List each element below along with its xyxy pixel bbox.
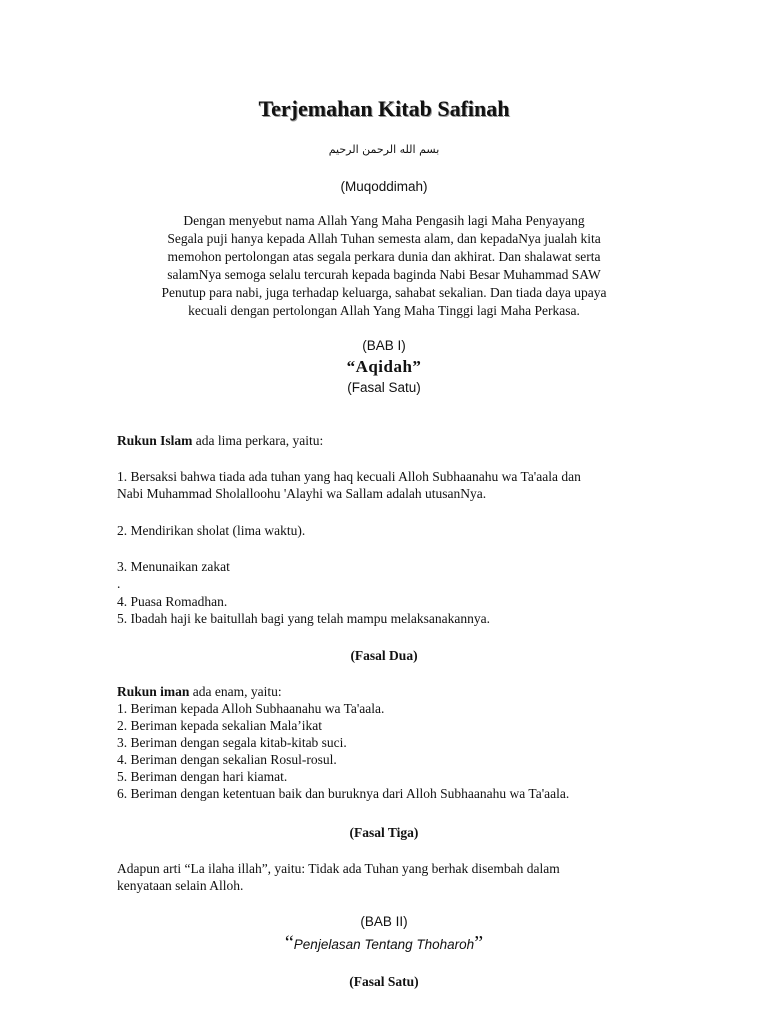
rukun-iman-term: Rukun iman [117, 684, 190, 699]
intro-line: kecuali dengan pertolongan Allah Yang Maha Tinggi lagi Maha Perkasa. [188, 303, 580, 318]
rukun-iman-rest: ada enam, yaitu: [189, 684, 282, 699]
basmalah-text: بسم الله الرحمن الرحيم [328, 143, 440, 156]
rukun-iman-section [117, 683, 677, 802]
close-quote: ” [474, 932, 484, 954]
bab-2-label: (BAB II) [360, 914, 408, 929]
bab-1-label: (BAB I) [362, 338, 406, 353]
list-item: 1. Beriman kepada Alloh Subhaanahu wa Ta'aala. [117, 701, 385, 716]
open-quote: “ [284, 932, 294, 954]
rukun-islam-item-1 [117, 468, 677, 502]
intro-line: Dengan menyebut nama Allah Yang Maha Pengasih lagi Maha Penyayang [183, 213, 585, 228]
rukun-islam-item-2: 2. Mendirikan sholat (lima waktu). [117, 523, 306, 538]
arti-paragraph [117, 860, 677, 894]
bab-1-fasal-label: (Fasal Satu) [347, 380, 421, 395]
intro-line: Segala puji hanya kepada Allah Tuhan semesta alam, dan kepadaNya jualah kita [167, 231, 601, 246]
rukun-islam-rest: ada lima perkara, yaitu: [192, 433, 324, 448]
rukun-islam-term: Rukun Islam [117, 433, 193, 448]
list-item: 4. Beriman dengan sekalian Rosul-rosul. [117, 752, 337, 767]
rukun-iman-intro [117, 683, 677, 700]
fasal-dua-heading: (Fasal Dua) [350, 648, 418, 663]
list-item: 6. Beriman dengan ketentuan baik dan buruknya dari Alloh Subhaanahu wa Ta'aala. [117, 786, 570, 801]
arti-line: kenyataan selain Alloh. [117, 878, 244, 893]
intro-line: Penutup para nabi, juga terhadap keluarga, sahabat sekalian. Dan tiada daya upaya [161, 285, 607, 300]
list-item: 3. Beriman dengan segala kitab-kitab suci. [117, 735, 347, 750]
rukun-islam-item-4: 4. Puasa Romadhan. [117, 594, 228, 609]
list-item: 5. Beriman dengan hari kiamat. [117, 769, 288, 784]
list-item-line: 1. Bersaksi bahwa tiada ada tuhan yang haq kecuali Alloh Subhaanahu wa Ta'aala dan [117, 469, 581, 484]
fasal-tiga-heading: (Fasal Tiga) [349, 825, 419, 840]
rukun-islam-intro [117, 432, 677, 449]
intro-line: memohon pertolongan atas segala perkara dunia dan akhirat. Dan shalawat serta [167, 249, 601, 264]
bab-2-heading-text: Penjelasan Tentang Thoharoh [293, 937, 475, 952]
intro-line: salamNya semoga selalu tercurah kepada baginda Nabi Besar Muhammad SAW [167, 267, 601, 282]
rukun-islam-item-5: 5. Ibadah haji ke baitullah bagi yang telah mampu melaksanakannya. [117, 611, 490, 626]
muqoddimah-heading: (Muqoddimah) [340, 179, 428, 194]
arti-line: Adapun arti “La ilaha illah”, yaitu: Tidak ada Tuhan yang berhak disembah dalam [117, 861, 560, 876]
list-item: 2. Beriman kepada sekalian Mala’ikat [117, 718, 323, 733]
page-title: Terjemahan Kitab Safinah [258, 96, 510, 121]
bab-1-heading: “Aqidah” [346, 357, 422, 376]
rukun-islam-item-3: 3. Menunaikan zakat [117, 559, 230, 574]
bab-2-fasal-label: (Fasal Satu) [349, 974, 419, 989]
intro-paragraph [0, 212, 768, 320]
stray-dot: . [117, 576, 121, 591]
bab-2-heading [0, 933, 768, 955]
list-item-line: Nabi Muhammad Sholalloohu 'Alayhi wa Sallam adalah utusanNya. [117, 486, 487, 501]
